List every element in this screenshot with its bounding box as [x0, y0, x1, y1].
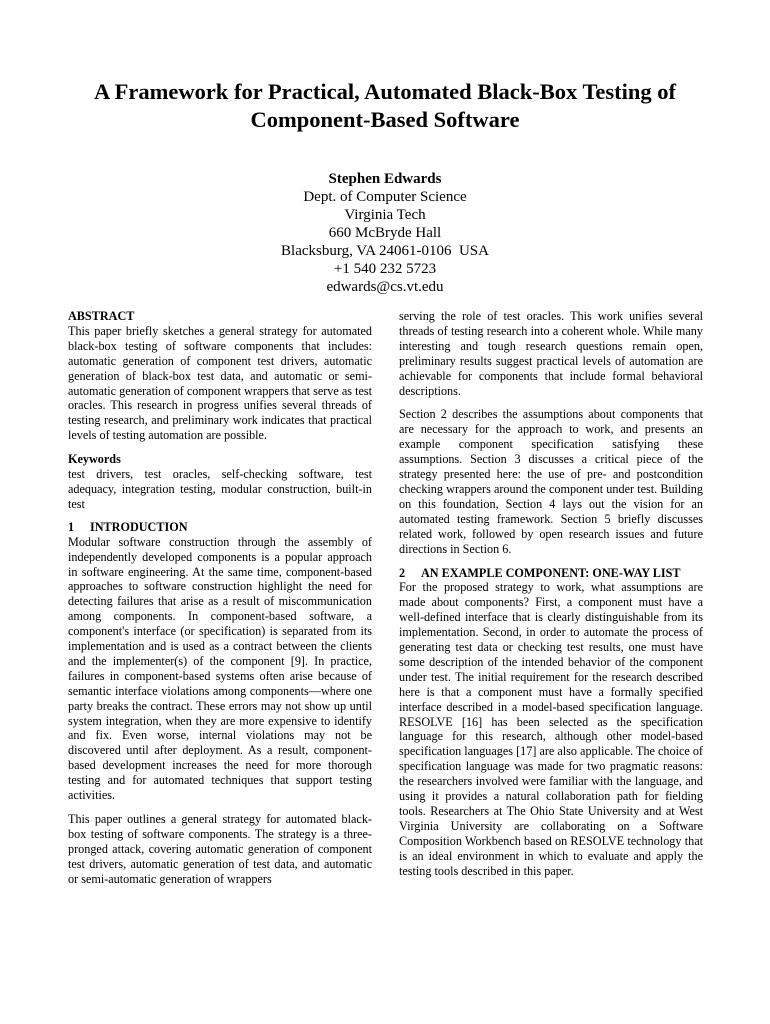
author-name: Stephen Edwards: [328, 171, 442, 187]
section-2-paragraph-1: For the proposed strategy to work, what assumptions are made about components? First, a component must have a well-defined interface that is clearly distinguishable from its implementation. Second, in order to automate the process of generating test data or checking test results, one must have some description of the intended behavior of the component under test. The initial requirement for the research described here is that a component must have a formally specified interface described in a model-based specification language. RESOLVE [16] has been selected as the specification language for this research, although other model-based specification languages [17] are also applicable. The choice of specification language was made for two pragmatic reasons: the researchers involved were familiar with the language, and using it provides a natural collaboration path for fielding tools. Researchers at The Ohio State University and at West Virginia University are collaborating on a Software Composition Workbench based on RESOLVE technology that is an ideal environment in which to evaluate and apply the testing tools described in this paper.: [399, 580, 703, 878]
keywords-text: test drivers, test oracles, self-checking software, test adequacy, integration testing, modular construction, built-in test: [68, 467, 372, 511]
author-block: [185, 170, 585, 296]
author-email[interactable]: edwards@cs.vt.edu: [326, 279, 444, 295]
author-department: Dept. of Computer Science: [303, 189, 467, 205]
intro-paragraph-1: Modular software construction through the assembly of independently developed components is a popular approach in software engineering. At the same time, component-based approaches to software construction highlight the need for detecting failures that arise as a result of miscommunication among components. In component-based software, a component's interface (or specification) is separated from its implementation and is used as a contract between the clients and the implementer(s) of the component [9]. In practice, failures in component-based systems often arise because of semantic interface violations among components—where one party breaks the contract. These errors may not show up until system integration, when they are more expensive to identify and fix. Even worse, internal violations may not be discovered until after deployment. As a result, component-based development increases the need for more thorough testing and for automated techniques that support testing activities.: [68, 534, 372, 803]
section-1-heading: [68, 520, 372, 535]
right-column: [399, 309, 703, 888]
author-institution: Virginia Tech: [344, 207, 426, 223]
abstract-text: This paper briefly sketches a general strategy for automated black-box testing of software components that includes: automatic generation of component test drivers, automatic generation of black-box test data, and automatic or semi-automatic generation of component wrappers that serve as test oracles. This research in progress unifies several threads of testing research, and preliminary work indicates that practical levels of testing automation are possible.: [68, 323, 372, 443]
author-address-line1: 660 McBryde Hall: [328, 225, 442, 241]
keywords-heading: Keywords: [68, 452, 121, 467]
section-2-number: 2: [399, 565, 406, 580]
author-address-line2: Blacksburg, VA 24061-0106 USA: [281, 243, 489, 259]
intro-paragraph-3: serving the role of test oracles. This work unifies several threads of testing research into a coherent whole. While many interesting and tough research questions remain open, preliminary results suggest practical levels of automation are achievable for components that include formal behavioral descriptions.: [399, 309, 703, 398]
author-phone: +1 540 232 5723: [333, 261, 437, 277]
section-1-number: 1: [68, 519, 75, 534]
abstract-heading: ABSTRACT: [68, 309, 135, 323]
section-2-heading: [399, 566, 703, 581]
intro-paragraph-4: Section 2 describes the assumptions about components that are necessary for the approach to work, and presents an example component specification satisfying these assumptions. Section 3 discusses a critical piece of the strategy presented here: the use of pre- and postcondition checking wrappers around the component under test. Building on this foundation, Section 4 lays out the vision for an automated testing framework. Section 5 briefly discusses related work, followed by open research issues and future directions in Section 6.: [399, 407, 703, 556]
paper-title: A Framework for Practical, Automated Black-Box Testing of Component-Based Software: [93, 79, 677, 132]
left-column: [68, 309, 372, 896]
intro-paragraph-2: This paper outlines a general strategy for automated black-box testing of software components. The strategy is a three-pronged attack, covering automatic generation of component test drivers, automatic generation of test data, and automatic or semi-automatic generation of wrappers: [68, 812, 372, 886]
section-2-title: AN EXAMPLE COMPONENT: ONE-WAY LIST: [421, 565, 681, 580]
section-1-title: INTRODUCTION: [90, 519, 188, 534]
